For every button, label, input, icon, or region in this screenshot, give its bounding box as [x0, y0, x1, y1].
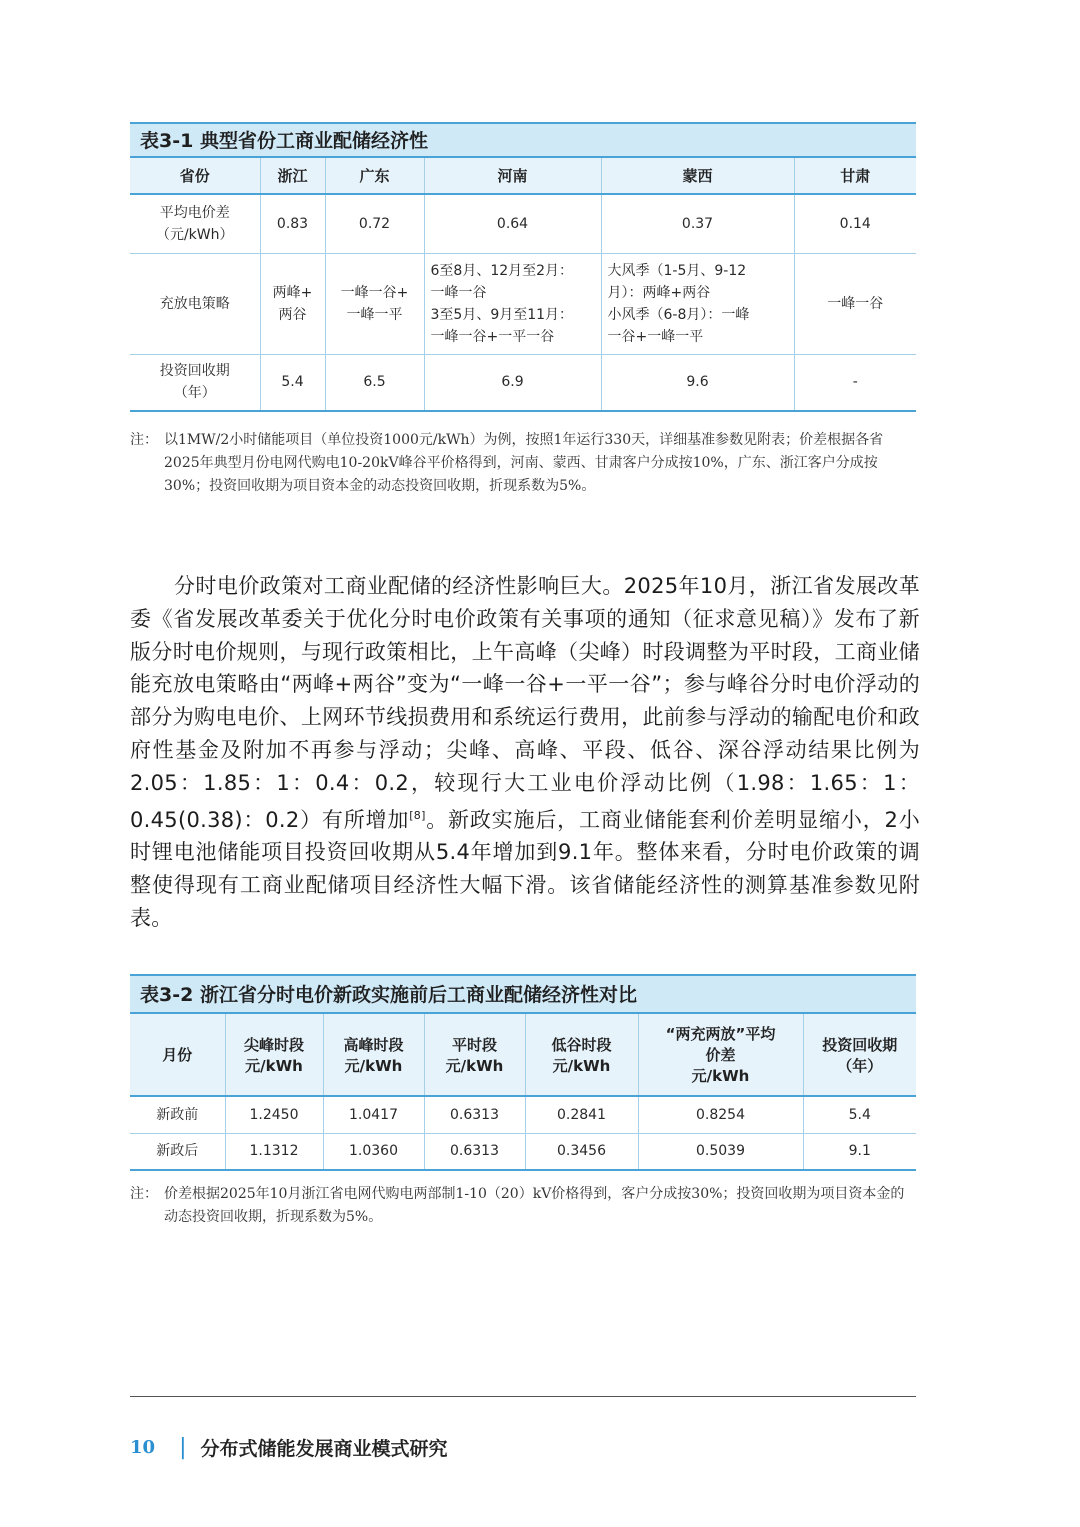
- table-cell: 1.2450: [225, 1096, 323, 1133]
- row-label: 充放电策略: [130, 253, 260, 354]
- page-footer: [130, 1432, 448, 1462]
- column-header: 广东: [325, 157, 424, 194]
- table-row: [130, 1096, 916, 1133]
- column-header: 省份: [130, 157, 260, 194]
- table-cell: 0.6313: [424, 1133, 525, 1170]
- page-number: 10: [130, 1436, 156, 1458]
- table-cell: 0.2841: [525, 1096, 638, 1133]
- table-cell: 0.14: [794, 194, 916, 253]
- table-cell: 一峰一谷+ 一峰一平: [325, 253, 424, 354]
- publication-title: 分布式储能发展商业模式研究: [200, 1437, 448, 1460]
- table-cell: 1.1312: [225, 1133, 323, 1170]
- note-label: 注：: [130, 432, 158, 448]
- note-label: 注：: [130, 1186, 158, 1202]
- row-label: 新政前: [130, 1096, 225, 1133]
- table-3-2-grid: [130, 1012, 916, 1171]
- table-3-1-note: [130, 429, 916, 498]
- table-cell: 6.9: [424, 354, 601, 411]
- table-cell: 0.5039: [638, 1133, 803, 1170]
- column-header: 月份: [130, 1013, 225, 1096]
- table-3-2-title: 表3-2 浙江省分时电价新政实施前后工商业配储经济性对比: [130, 974, 916, 1012]
- row-label: 投资回收期 （年）: [130, 354, 260, 411]
- table-cell: 0.72: [325, 194, 424, 253]
- column-header: 甘肃: [794, 157, 916, 194]
- column-header: 高峰时段 元/kWh: [323, 1013, 424, 1096]
- column-header: 浙江: [260, 157, 325, 194]
- column-header: 平时段 元/kWh: [424, 1013, 525, 1096]
- table-cell: 5.4: [260, 354, 325, 411]
- table-cell: 6至8月、12月至2月： 一峰一谷 3至5月、9月至11月： 一峰一谷+一平一谷: [424, 253, 601, 354]
- table-cell: 6.5: [325, 354, 424, 411]
- table-3-2: [130, 974, 916, 1171]
- table-cell: 0.6313: [424, 1096, 525, 1133]
- column-header: 尖峰时段 元/kWh: [225, 1013, 323, 1096]
- row-label: 新政后: [130, 1133, 225, 1170]
- footer-separator: |: [179, 1434, 187, 1460]
- note-text: 价差根据2025年10月浙江省电网代购电两部制1-10（20）kV价格得到，客户分成按30%；投资回收期为项目资本金的动态投资回收期，折现系数为5%。: [164, 1186, 905, 1225]
- column-header: 河南: [424, 157, 601, 194]
- note-text: 以1MW/2小时储能项目（单位投资1000元/kWh）为例，按照1年运行330天，详细基准参数见附表；价差根据各省2025年典型月份电网代购电10-20kV峰谷平价格得到，河南、蒙西、甘肃客户分成按10%，广东、浙江客户分成按30%；投资回收期为项目资本金的动态投资回收期，折现系数为5%。: [164, 432, 884, 494]
- table-cell: 5.4: [803, 1096, 916, 1133]
- table-3-2-note: [130, 1183, 916, 1229]
- table-cell: 9.1: [803, 1133, 916, 1170]
- table-cell: 0.37: [601, 194, 794, 253]
- citation-ref: [8]: [409, 808, 426, 822]
- table-cell: -: [794, 354, 916, 411]
- table-cell: 1.0360: [323, 1133, 424, 1170]
- table-3-1: [130, 122, 916, 412]
- table-row: [130, 1133, 916, 1170]
- table-cell: 1.0417: [323, 1096, 424, 1133]
- table-cell: 0.64: [424, 194, 601, 253]
- column-header: 蒙西: [601, 157, 794, 194]
- table-cell: 两峰+ 两谷: [260, 253, 325, 354]
- body-paragraph: [130, 570, 920, 935]
- table-cell: 一峰一谷: [794, 253, 916, 354]
- table-cell: 大风季（1-5月、9-12 月）：两峰+两谷 小风季（6-8月）：一峰 一谷+一峰一平: [601, 253, 794, 354]
- paragraph-text-after: 。新政实施后，工商业储能套利价差明显缩小，2小时锂电池储能项目投资回收期从5.4年增加到9.1年。整体来看，分时电价政策的调整使得现有工商业配储项目经济性大幅下滑。该省储能经济性的测算基准参数见附表。: [130, 807, 921, 930]
- column-header: “两充两放”平均 价差 元/kWh: [638, 1013, 803, 1096]
- table-cell: 0.83: [260, 194, 325, 253]
- footer-divider: [130, 1396, 916, 1397]
- table-3-1-grid: [130, 156, 916, 412]
- table-cell: 9.6: [601, 354, 794, 411]
- table-cell: 0.8254: [638, 1096, 803, 1133]
- table-3-1-title: 表3-1 典型省份工商业配储经济性: [130, 122, 916, 156]
- row-label: 平均电价差 （元/kWh）: [130, 194, 260, 253]
- table-row: [130, 354, 916, 411]
- paragraph-text-before: 分时电价政策对工商业配储的经济性影响巨大。2025年10月，浙江省发展改革委《省发展改革委关于优化分时电价政策有关事项的通知（征求意见稿）》发布了新版分时电价规则，与现行政策相比，上午高峰（尖峰）时段调整为平时段，工商业储能充放电策略由“两峰+两谷”变为“一峰一谷+一平一谷”；参与峰谷分时电价浮动的部分为购电电价、上网环节线损费用和系统运行费用，此前参与浮动的输配电价和政府性基金及附加不再参与浮动；尖峰、高峰、平段、低谷、深谷浮动结果比例为2.05：1.85：1：0.4：0.2，较现行大工业电价浮动比例（1.98：1.65：1：0.45(0.38)：0.2）有所增加: [130, 574, 920, 832]
- column-header: 低谷时段 元/kWh: [525, 1013, 638, 1096]
- column-header: 投资回收期 （年）: [803, 1013, 916, 1096]
- table-cell: 0.3456: [525, 1133, 638, 1170]
- table-row: [130, 194, 916, 253]
- table-row: [130, 253, 916, 354]
